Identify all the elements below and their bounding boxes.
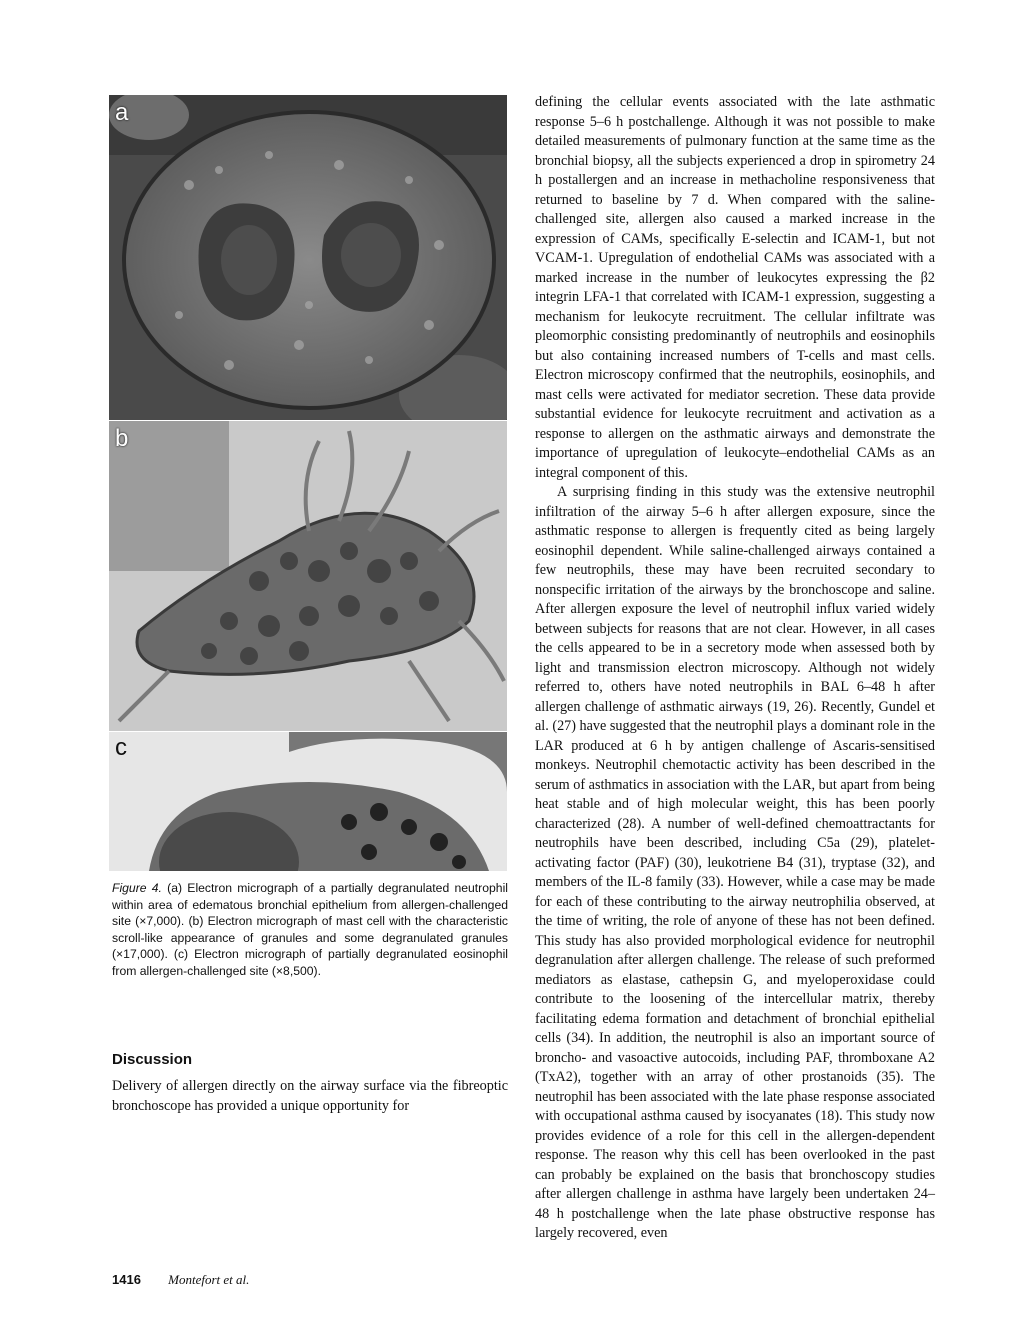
section-heading: Discussion [112, 1051, 193, 1068]
caption-text: (a) Electron micrograph of a partially degranulated neutrophil within area of edematous bronchial epithelium from allergen-challenged site (×7,000). (b) Electron micrograph of mast cell with the characteristic scroll-like appearance of granules and some degranulated granules (×17,000). (c) Electron micrograph of partially degranulated eosinophil from allergen-challenged site (×8,500). [112, 881, 508, 978]
panel-label-b: b [115, 425, 129, 452]
figure-4 [109, 95, 507, 871]
micrograph-panel-c [109, 732, 507, 871]
mast-cell-micrograph [109, 421, 507, 731]
running-author: Montefort et al. [168, 1272, 250, 1287]
panel-label-a: a [115, 99, 129, 126]
eosinophil-micrograph [109, 732, 507, 871]
paragraph: A surprising finding in this study was the extensive neutrophil infiltration of the airway 5–6 h after allergen exposure, since the asthmatic response to allergen is frequently cited as being largely eosinophil dependent. While saline-challenged airways contained a few neutrophils, these may have been recruited secondary to nonspecific irritation of the airways by the bronchoscope and saline. After allergen exposure the level of neutrophil influx varied widely between subjects for reasons that are not clear. However, in all cases the cells appeared to be in a secretory mode when assessed both by light and transmission electron microscopy. Although not widely referred to, others have noted neutrophils in BAL 6–48 h after allergen challenge of asthmatic airways (19, 26). Recently, Gundel et al. (27) have suggested that the neutrophil plays a dominant role in the LAR produced at 6 h by antigen challenge of Ascaris-sensitised monkeys. Neutrophil chemotactic activity has been described in the serum of asthmatics in association with the LAR, but apart from being heat stable and of high molecular weight, this has been poorly characterized (28). A number of well-defined chemoattractants for neutrophils have been described, including C5a (29), platelet-activating factor (PAF) (30), leukotriene B4 (31), tryptase (32), and members of the IL-8 family (33). However, while a case may be made for each of these contributing to the airway neutrophilia observed, at the time of writing, the role of anyone of these has not been defined. This study has also provided morphological evidence for neutrophil degranulation after allergen challenge. The release of such preformed mediators as elastase, cathepsin G, and myeloperoxidase could contribute to the loosening of the intercellular matrix, thereby facilitating edema formation and detachment of bronchial epithelial cells (34). In addition, the neutrophil is also an important source of broncho- and vasoactive autocoids, including PAF, thromboxane A2 (TxA2), together with an array of other prostanoids (35). The neutrophil has been associated with the late phase response associated with occupational asthma caused by isocyanates (18). This study now provides evidence of a role for this cell in the allergen-dependent response. The reason why this cell has been overlooked in the past can probably be explained on the basis that bronchoscopy studies after allergen challenge in asthma have largely been undertaken 24–48 h postchallenge when the late phase obstructive response has largely recovered, even [535, 484, 935, 1241]
neutrophil-micrograph [109, 95, 507, 420]
panel-label-c: c [115, 734, 127, 761]
right-column [535, 93, 935, 1244]
caption-lead: Figure 4. [112, 881, 162, 895]
page-footer [112, 1272, 249, 1288]
micrograph-panel-a [109, 95, 507, 420]
figure-caption [112, 880, 508, 980]
micrograph-panel-b [109, 421, 507, 731]
page-number: 1416 [112, 1272, 141, 1287]
paragraph: defining the cellular events associated with the late asthmatic response 5–6 h postchallenge. Although it was not possible to make detailed measurements of pulmonary function at the same time as the bronchial biopsy, all the subjects experienced a drop in spirometry 24 h postallergen and an increase in methacholine responsiveness that returned to baseline by 7 d. When compared with the saline-challenged site, allergen also caused a marked increase in the expression of CAMs, specifically E-selectin and ICAM-1, but not VCAM-1. Upregulation of endothelial CAMs was associated with a marked increase in the number of leukocytes expressing the β2 integrin LFA-1 that correlated with ICAM-1 expression, suggesting a mechanism for leukocyte recruitment. The cellular infiltrate was pleomorphic consisting predominantly of neutrophils and eosinophils but also containing increased numbers of T-cells and mast cells. Electron microscopy confirmed that the neutrophils, eosinophils, and mast cells were activated for mediator secretion. These data provide substantial evidence for leukocyte recruitment and activation as a response to allergen on the asthmatic airways and demonstrate the importance of upregulation of leukocyte–endothelial CAMs as an integral component of this. [535, 94, 935, 481]
left-column-paragraph: Delivery of allergen directly on the airway surface via the fibreoptic bronchoscope has provided a unique opportunity for [112, 1078, 508, 1114]
